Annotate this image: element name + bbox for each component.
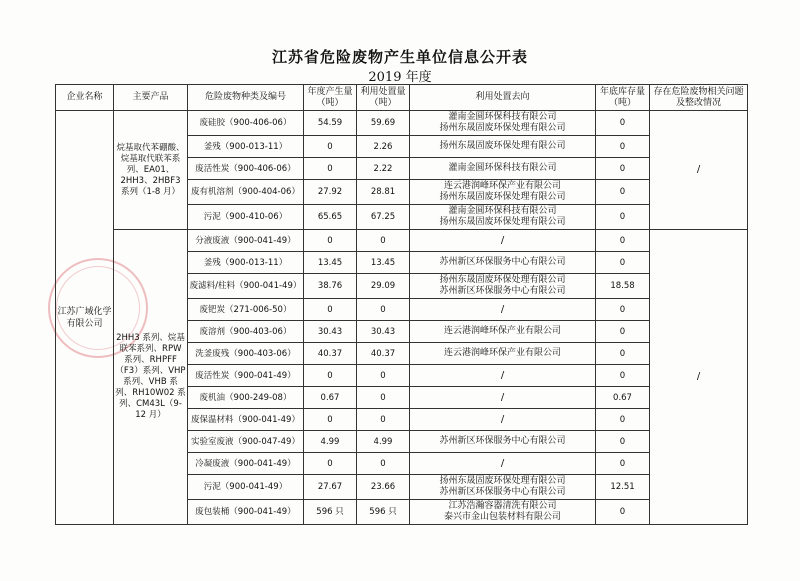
waste-type-cell: 污泥（900-041-49） (188, 475, 304, 500)
destination-cell (410, 343, 596, 365)
stock-cell: 0 (596, 321, 650, 343)
utilized-cell: 59.69 (357, 111, 410, 136)
annual-output-cell: 54.59 (304, 111, 357, 136)
destination-cell (410, 111, 596, 136)
waste-type-cell: 分液废液（900-041-49） (188, 230, 304, 252)
stock-cell: 0 (596, 343, 650, 365)
stock-cell: 12.51 (596, 475, 650, 500)
annual-output-cell: 13.45 (304, 252, 357, 274)
annual-output-cell: 30.43 (304, 321, 357, 343)
document-title: 江苏省危险废物产生单位信息公开表 (271, 48, 528, 66)
utilized-cell: 2.22 (357, 158, 410, 180)
utilized-cell: 0 (357, 453, 410, 475)
destination-cell (410, 431, 596, 453)
utilized-cell: 0 (357, 387, 410, 409)
waste-type-cell: 釜残（900-013-11） (188, 252, 304, 274)
utilized-cell: 40.37 (357, 343, 410, 365)
annual-output-cell: 38.76 (304, 274, 357, 299)
utilized-cell: 23.66 (357, 475, 410, 500)
stock-cell: 0 (596, 252, 650, 274)
utilized-cell: 0 (357, 365, 410, 387)
utilized-cell: 4.99 (357, 431, 410, 453)
destination-cell (410, 136, 596, 158)
annual-output-cell: 40.37 (304, 343, 357, 365)
waste-type-cell: 废活性炭（900-406-06） (188, 158, 304, 180)
waste-type-cell: 釜残（900-013-11） (188, 136, 304, 158)
destination-line: 灌南金圆环保科技有限公司 (448, 112, 557, 122)
utilized-cell: 0 (357, 230, 410, 252)
annual-output-cell: 0 (304, 299, 357, 321)
stock-cell: 18.58 (596, 274, 650, 299)
destination-line: / (500, 458, 505, 469)
annual-output-cell: 0 (304, 453, 357, 475)
table-row (56, 111, 748, 136)
annual-output-cell: 596 只 (304, 500, 357, 525)
stock-cell: 0 (596, 230, 650, 252)
destination-line: 扬州东晟固废环保处理有限公司 (439, 275, 566, 285)
annual-output-cell: 0.67 (304, 387, 357, 409)
header-company: 企业名称 (56, 85, 114, 111)
waste-type-cell: 废有机溶剂（900-404-06） (188, 180, 304, 205)
utilized-cell: 28.81 (357, 180, 410, 205)
header-issues: 存在危险废物相关问题及整改情况 (650, 85, 748, 111)
destination-line: / (500, 414, 505, 425)
annual-output-cell: 0 (304, 365, 357, 387)
stock-cell: 0 (596, 205, 650, 230)
issues-cell: / (650, 230, 748, 525)
waste-type-cell: 冷凝废液（900-041-49） (188, 453, 304, 475)
utilized-cell: 30.43 (357, 321, 410, 343)
stock-cell: 0 (596, 136, 650, 158)
stock-cell: 0 (596, 453, 650, 475)
destination-line: 连云港润峰环保产业有限公司 (443, 348, 561, 358)
destination-cell (410, 252, 596, 274)
destination-line: 扬州东晟固废环保处理有限公司 (439, 123, 566, 133)
destination-line: 江苏浩瀚容器清洗有限公司 (448, 501, 557, 511)
waste-type-cell: 污泥（900-410-06） (188, 205, 304, 230)
header-annual-output: 年度产生量（吨） (304, 85, 357, 111)
waste-type-cell: 废保温材料（900-041-49） (188, 409, 304, 431)
destination-cell (410, 299, 596, 321)
destination-line: 扬州东晟固废环保处理有限公司 (439, 192, 566, 202)
destination-cell (410, 500, 596, 525)
company-name-cell: 江苏广域化学有限公司 (56, 111, 114, 525)
annual-output-cell: 27.92 (304, 180, 357, 205)
stock-cell: 0 (596, 111, 650, 136)
destination-cell (410, 365, 596, 387)
destination-line: / (500, 370, 505, 381)
destination-line: 苏州新区环保服务中心有限公司 (439, 257, 566, 267)
utilized-cell: 29.09 (357, 274, 410, 299)
header-stock: 年底库存量（吨） (596, 85, 650, 111)
header-destination: 利用处置去向 (410, 85, 596, 111)
annual-output-cell: 65.65 (304, 205, 357, 230)
annual-output-cell: 27.67 (304, 475, 357, 500)
issues-cell: / (650, 111, 748, 230)
stock-cell: 0 (596, 500, 650, 525)
header-row (56, 85, 748, 111)
destination-line: / (500, 392, 505, 403)
stock-cell: 0 (596, 365, 650, 387)
table-body (56, 111, 748, 525)
destination-line: 苏州新区环保服务中心有限公司 (439, 436, 566, 446)
header-waste-type: 危险废物种类及编号 (188, 85, 304, 111)
annual-output-cell: 0 (304, 409, 357, 431)
destination-cell (410, 475, 596, 500)
destination-line: 灌南金圆环保科技有限公司 (448, 163, 557, 173)
destination-line: 扬州东晟固废环保处理有限公司 (439, 476, 566, 486)
stock-cell: 0 (596, 299, 650, 321)
stock-cell: 0 (596, 409, 650, 431)
waste-type-cell: 废滤料/柱料（900-041-49） (188, 274, 304, 299)
destination-line: 苏州新区环保服务中心有限公司 (439, 487, 566, 497)
destination-cell (410, 321, 596, 343)
destination-cell (410, 453, 596, 475)
table-row (56, 230, 748, 252)
utilized-cell: 13.45 (357, 252, 410, 274)
annual-output-cell: 4.99 (304, 431, 357, 453)
stock-cell: 0 (596, 158, 650, 180)
destination-line: 扬州东晟固废环保处理有限公司 (439, 141, 566, 151)
annual-output-cell: 0 (304, 230, 357, 252)
stock-cell: 0 (596, 431, 650, 453)
destination-cell (410, 180, 596, 205)
waste-type-cell: 洗釜废残（900-403-06） (188, 343, 304, 365)
waste-type-cell: 废机油（900-249-08） (188, 387, 304, 409)
stock-cell: 0.67 (596, 387, 650, 409)
hazardous-waste-table (55, 84, 748, 525)
destination-line: 灌南金圆环保科技有限公司 (448, 206, 557, 216)
header-utilized: 利用处置量（吨） (357, 85, 410, 111)
utilized-cell: 596 只 (357, 500, 410, 525)
waste-type-cell: 废活性炭（900-041-49） (188, 365, 304, 387)
destination-cell (410, 205, 596, 230)
annual-output-cell: 0 (304, 158, 357, 180)
destination-cell (410, 158, 596, 180)
destination-cell (410, 409, 596, 431)
product-cell: 烷基取代苯硼酸、烷基取代联苯系列、EA01、2HH3、2HBF3 系列（1-8 月） (114, 111, 188, 230)
utilized-cell: 67.25 (357, 205, 410, 230)
destination-cell (410, 230, 596, 252)
destination-cell (410, 387, 596, 409)
destination-line: / (500, 235, 505, 246)
destination-line: / (500, 304, 505, 315)
utilized-cell: 2.26 (357, 136, 410, 158)
annual-output-cell: 0 (304, 136, 357, 158)
destination-line: 连云港润峰环保产业有限公司 (443, 181, 561, 191)
destination-cell (410, 274, 596, 299)
stock-cell: 0 (596, 180, 650, 205)
utilized-cell: 0 (357, 409, 410, 431)
destination-line: 泰兴市金山包装材料有限公司 (443, 512, 561, 522)
waste-type-cell: 废硅胶（900-406-06） (188, 111, 304, 136)
product-cell: 2HH3 系列、烷基联苯系列、RPW 系列、RHPFF（F3）系列、VHP 系列、VHB 系列、RH10W02 系列、CM43L（9-12 月） (114, 230, 188, 525)
waste-type-cell: 废包装桶（900-041-49） (188, 500, 304, 525)
waste-type-cell: 废钯炭（271-006-50） (188, 299, 304, 321)
waste-type-cell: 废溶剂（900-403-06） (188, 321, 304, 343)
waste-type-cell: 实验室废液（900-047-49） (188, 431, 304, 453)
header-product: 主要产品 (114, 85, 188, 111)
destination-line: 苏州新区环保服务中心有限公司 (439, 286, 566, 296)
document-year: 2019 年度 (368, 70, 432, 85)
destination-line: 扬州东晟固废环保处理有限公司 (439, 217, 566, 227)
destination-line: 连云港润峰环保产业有限公司 (443, 326, 561, 336)
utilized-cell: 0 (357, 299, 410, 321)
